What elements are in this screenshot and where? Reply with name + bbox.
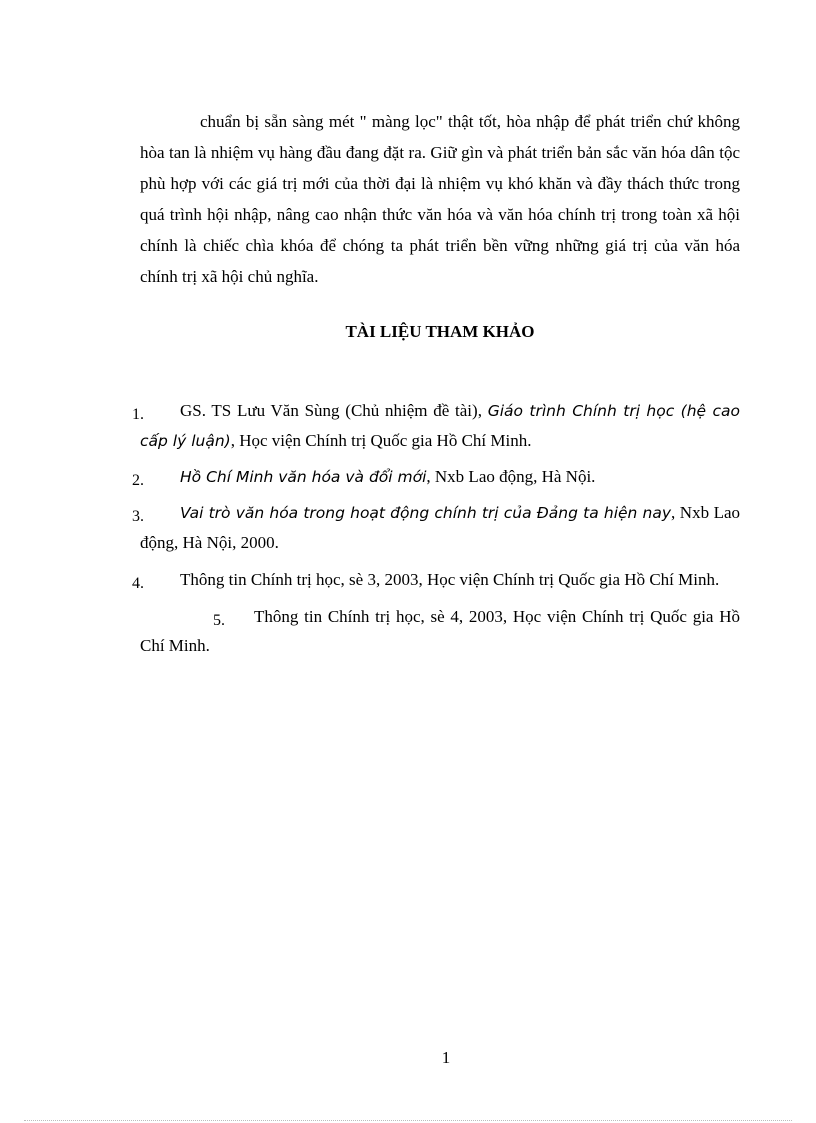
reference-text — [140, 462, 740, 492]
reference-item-3 — [132, 498, 741, 557]
reference-number: 4. — [132, 575, 144, 592]
reference-number: 2. — [132, 472, 144, 489]
reference-number: 5. — [213, 612, 225, 629]
reference-item-4 — [132, 565, 740, 594]
reference-item-1 — [132, 396, 740, 456]
reference-publisher: , Học viện Chính trị Quốc gia Hồ Chí Minh. — [230, 431, 532, 450]
references-heading: TÀI LIỆU THAM KHẢO — [345, 322, 535, 341]
reference-author: GS. TS Lưu Văn Sùng (Chủ nhiệm đề tài), — [180, 401, 488, 420]
reference-title: Hồ Chí Minh văn hóa và đổi mới — [180, 468, 427, 486]
body-paragraph: chuẩn bị sẵn sàng mét " màng lọc" thật tốt, hòa nhập để phát triển chứ không hòa tan là nhiệm vụ hàng đầu đang đặt ra. Giữ gìn và phát triển bản sắc văn hóa dân tộc phù hợp với các giá trị mới của thời đại là nhiệm vụ khó khăn và đầy thách thức trong quá trình hội nhập, nâng cao nhận thức văn hóa và văn hóa chính trị trong toàn xã hội chính là chiếc chìa khóa để chóng ta phát triển bền vững những giá trị của văn hóa chính trị xã hội chủ nghĩa. — [140, 112, 740, 286]
reference-title: Vai trò văn hóa trong hoạt động chính trị của Đảng ta hiện nay — [180, 504, 672, 522]
reference-item-5 — [140, 602, 740, 660]
reference-title: Giáo trình Chính trị học (hệ cao cấp lý luận) — [140, 402, 740, 450]
reference-text: Thông tin Chính trị học, sè 3, 2003, Học viện Chính trị Quốc gia Hồ Chí Minh. — [180, 570, 720, 589]
page-bottom-divider — [24, 1120, 792, 1121]
reference-number: 1. — [132, 406, 144, 423]
reference-publisher: , Nxb Lao động, Hà Nội, 2000. — [140, 503, 741, 552]
reference-text — [140, 396, 740, 456]
page-number: 1 — [441, 1048, 451, 1067]
reference-number: 3. — [132, 508, 144, 525]
reference-text — [140, 498, 740, 557]
reference-item-2 — [132, 462, 740, 492]
reference-publisher: , Nxb Lao động, Hà Nội. — [426, 467, 596, 486]
reference-text: Thông tin Chính trị học, sè 4, 2003, Học viện Chính trị Quốc gia Hồ Chí Minh. — [140, 607, 740, 655]
